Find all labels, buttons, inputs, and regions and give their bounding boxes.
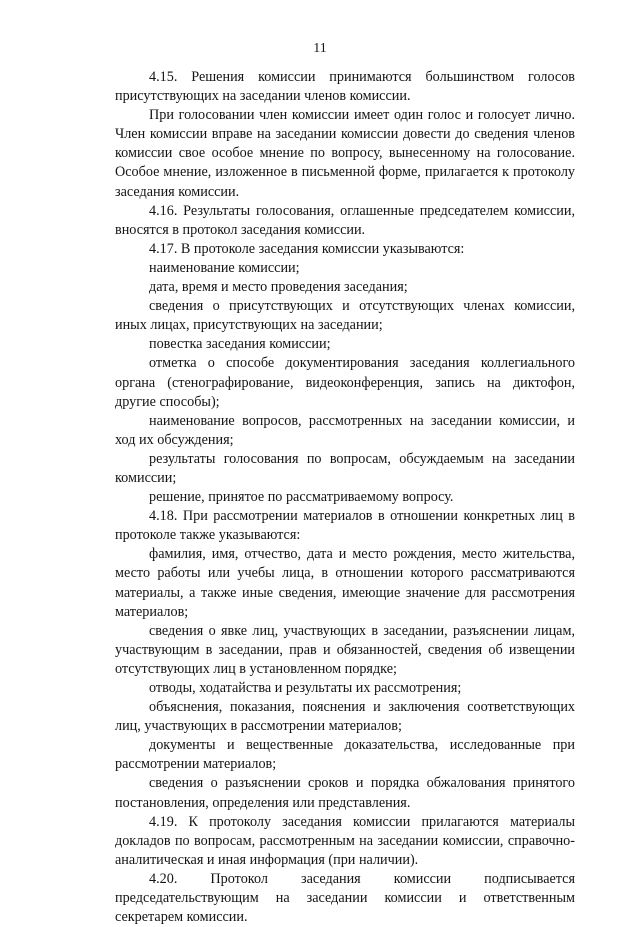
list-item: решение, принятое по рассматриваемому вопросу.	[149, 489, 454, 506]
list-item: отводы, ходатайства и результаты их рассмотрения;	[149, 680, 462, 696]
paragraph-voting: При голосовании член комиссии имеет один голос и голосует лично. Член комиссии вправе на заседании комиссии довести до сведения членов комиссии свое особое мнение по вопросу, вынесенному на голосование. Особое мнение, изложенное в письменной форме, прилагается к протоколу заседания комиссии.	[115, 107, 575, 200]
list-item: повестка заседания комиссии;	[149, 336, 331, 353]
list-item: сведения о разъяснении сроков и порядка обжалования принятого постановления, определения или представления.	[115, 775, 575, 811]
paragraph-4-15: 4.15. Решения комиссии принимаются большинством голосов присутствующих на заседании членов комиссии.	[115, 69, 575, 105]
paragraph-4-18: 4.18. При рассмотрении материалов в отношении конкретных лиц в протоколе также указываются:	[115, 508, 575, 544]
list-item: результаты голосования по вопросам, обсуждаемым на заседании комиссии;	[115, 450, 575, 486]
list-item: фамилия, имя, отчество, дата и место рождения, место жительства, место работы или учебы лица, в отношении которого рассматриваются материалы, а также иные сведения, имеющие значение для рассмотрения материалов;	[115, 546, 575, 620]
document-body	[115, 68, 575, 927]
list-item: дата, время и место проведения заседания;	[149, 279, 408, 296]
list-item: объяснения, показания, пояснения и заключения соответствующих лиц, участвующих в рассмотрении материалов;	[115, 699, 575, 735]
list-item: наименование вопросов, рассмотренных на заседании комиссии, и ход их обсуждения;	[115, 412, 575, 448]
page-number: 11	[313, 41, 327, 56]
list-item: сведения о явке лиц, участвующих в заседании, разъяснении лицам, участвующим в заседании, прав и обязанностей, сведения об извещении отсутствующих лиц в установленном порядке;	[115, 622, 575, 677]
list-item: документы и вещественные доказательства, исследованные при рассмотрении материалов;	[115, 737, 575, 773]
list-item: наименование комиссии;	[149, 259, 300, 276]
paragraph-4-17: 4.17. В протоколе заседания комиссии указываются:	[149, 240, 465, 257]
list-item: сведения о присутствующих и отсутствующих членах комиссии, иных лицах, присутствующих на заседании;	[115, 298, 575, 334]
paragraph-4-16: 4.16. Результаты голосования, оглашенные председателем комиссии, вносятся в протокол заседания комиссии.	[115, 202, 575, 238]
paragraph-4-20: 4.20. Протокол заседания комиссии подписывается председательствующим на заседании комиссии и ответственным секретарем комиссии.	[115, 870, 575, 926]
list-item: отметка о способе документирования заседания коллегиального органа (стенографирование, видеоконференция, запись на диктофон, другие способы);	[115, 355, 575, 410]
paragraph-4-19: 4.19. К протоколу заседания комиссии прилагаются материалы докладов по вопросам, рассмотренным на заседании комиссии, справочно-аналитическая и иная информация (при наличии).	[115, 813, 575, 868]
